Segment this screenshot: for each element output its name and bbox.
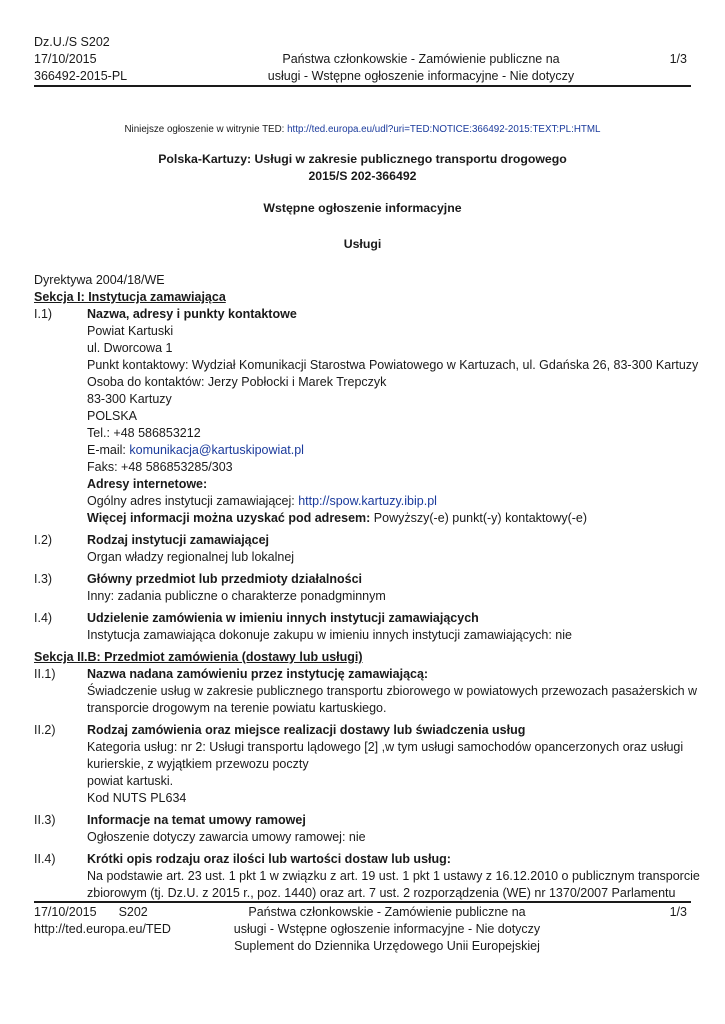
section-ii2-line3: powiat kartuski.: [87, 774, 174, 788]
authority-name: Powiat Kartuski: [87, 324, 174, 338]
section-i1-number: I.1): [34, 307, 53, 321]
section-i2-value: Organ władzy regionalnej lub lokalnej: [87, 550, 295, 564]
section-ii2-line1: Kategoria usług: nr 2: Usługi transportu lądowego [2] ,w tym usługi samochodów opancerzonych oraz usługi: [87, 740, 684, 754]
section-ii3-number: II.3): [34, 813, 56, 827]
contact-persons: Osoba do kontaktów: Jerzy Pobłocki i Marek Trepczyk: [87, 375, 387, 389]
general-address-line: [87, 493, 698, 510]
section-ii1-number: II.1): [34, 667, 56, 681]
ted-notice-link[interactable]: http://ted.europa.eu/udl?uri=TED:NOTICE:366492-2015:TEXT:PL:HTML: [287, 124, 601, 135]
footer-left: [34, 904, 171, 938]
section-ii2-title: Rodzaj zamówienia oraz miejsce realizacji dostawy lub świadczenia usług: [87, 723, 526, 737]
authority-phone: Tel.: +48 586853212: [87, 426, 201, 440]
section-i1-title: Nazwa, adresy i punkty kontaktowe: [87, 307, 297, 321]
section-2-heading: Sekcja II.B: Przedmiot zamówienia (dostawy lub usługi): [34, 650, 363, 664]
footer-center-line3: Suplement do Dziennika Urzędowego Unii Europejskiej: [234, 939, 540, 953]
section-i4-number: I.4): [34, 611, 53, 625]
header-page-number: 1/3: [669, 52, 687, 66]
section-ii1-line2: transporcie drogowym na terenie powiatu kartuskiego.: [87, 701, 387, 715]
section-i1: [34, 306, 699, 527]
section-ii4-number: II.4): [34, 852, 56, 866]
footer-rule: [34, 901, 691, 903]
footer-date-line: [34, 904, 171, 921]
more-info-label: Więcej informacji można uzyskać pod adresem:: [87, 511, 371, 525]
email-link[interactable]: komunikacja@kartuskipowiat.pl: [129, 443, 304, 457]
section-ii4-line1: Na podstawie art. 23 ust. 1 pkt 1 w związku z art. 19 ust. 1 pkt 1 ustawy z 16.12.2010 o publicznym transporcie: [87, 869, 700, 883]
section-i4-value: Instytucja zamawiająca dokonuje zakupu w imieniu innych instytucji zamawiających: nie: [87, 628, 572, 642]
footer-center: [222, 904, 552, 955]
section-ii3: [34, 812, 694, 846]
section-i3: [34, 571, 694, 605]
section-i4: [34, 610, 694, 644]
footer-url: http://ted.europa.eu/TED: [34, 922, 171, 936]
contract-kind: Usługi: [343, 237, 382, 251]
section-ii1: [34, 666, 698, 717]
directive: Dyrektywa 2004/18/WE: [34, 273, 165, 287]
section-ii2: [34, 722, 694, 807]
more-info-value: Powyższy(-e) punkt(-y) kontaktowy(-e): [370, 511, 588, 525]
section-i4-title: Udzielenie zamówienia w imieniu innych instytucji zamawiających: [87, 611, 479, 625]
section-ii4-title: Krótki opis rodzaju oraz ilości lub wartości dostaw lub usług:: [87, 852, 451, 866]
section-i3-value: Inny: zadania publiczne o charakterze ponadgminnym: [87, 589, 386, 603]
section-ii3-title: Informacje na temat umowy ramowej: [87, 813, 306, 827]
section-ii2-line2: kurierskie, z wyjątkiem przewozu poczty: [87, 757, 309, 771]
contact-point: Punkt kontaktowy: Wydział Komunikacji Starostwa Powiatowego w Kartuzach, ul. Gdańska 26, 83-300 Kartuzy: [87, 358, 699, 372]
footer-center-line2: usługi - Wstępne ogłoszenie informacyjne - Nie dotyczy: [233, 922, 541, 936]
header-center-line1: Państwa członkowskie - Zamówienie publiczne na: [282, 52, 560, 66]
notice-title: [0, 151, 725, 185]
section-ii4-line2: zbiorowym (tj. Dz.U. z 2015 r., poz. 1440) oraz art. 7 ust. 2 rozporządzenia (WE) nr 1370/2007 Parlamentu: [87, 886, 676, 900]
header-center-line2: usługi - Wstępne ogłoszenie informacyjne - Nie dotyczy: [267, 69, 575, 83]
notice-title-line1: Polska-Kartuzy: Usługi w zakresie publicznego transportu drogowego: [158, 152, 567, 166]
footer-center-line1: Państwa członkowskie - Zamówienie publiczne na: [248, 905, 526, 919]
general-address-link[interactable]: http://spow.kartuzy.ibip.pl: [298, 494, 437, 508]
ted-notice-line: [0, 121, 725, 138]
notice-body: [34, 272, 700, 902]
ted-notice-prefix: Niniejsze ogłoszenie w witrynie TED:: [124, 124, 288, 135]
notice-id: 366492-2015-PL: [34, 69, 128, 83]
footer-page-number: 1/3: [669, 905, 687, 919]
section-ii3-value: Ogłoszenie dotyczy zawarcia umowy ramowej: nie: [87, 830, 366, 844]
general-address-label: Ogólny adres instytucji zamawiającej:: [87, 494, 299, 508]
authority-fax: Faks: +48 586853285/303: [87, 460, 233, 474]
page-header: [34, 34, 691, 84]
section-i2-title: Rodzaj instytucji zamawiającej: [87, 533, 270, 547]
section-i3-title: Główny przedmiot lub przedmioty działalności: [87, 572, 363, 586]
section-ii4: [34, 851, 700, 902]
header-rule: [34, 85, 691, 87]
authority-country: POLSKA: [87, 409, 138, 423]
authority-street: ul. Dworcowa 1: [87, 341, 173, 355]
section-ii1-line1: Świadczenie usług w zakresie publicznego transportu zbiorowego w powiatowych przewozach pasażerskich w: [87, 684, 698, 698]
authority-postal: 83-300 Kartuzy: [87, 392, 172, 406]
footer-date: 17/10/2015: [34, 905, 97, 919]
internet-addresses-heading: Adresy internetowe:: [87, 477, 208, 491]
header-left: [34, 34, 127, 85]
section-i3-number: I.3): [34, 572, 53, 586]
authority-email-line: [87, 442, 698, 459]
section-ii2-line4: Kod NUTS PL634: [87, 791, 187, 805]
email-label: E-mail:: [87, 443, 130, 457]
header-center: [256, 51, 586, 85]
footer-code: S202: [118, 905, 148, 919]
section-i2: [34, 532, 694, 566]
section-i2-number: I.2): [34, 533, 53, 547]
notice-title-line2: 2015/S 202-366492: [308, 169, 417, 183]
notice-type: Wstępne ogłoszenie informacyjne: [263, 201, 462, 215]
section-ii2-number: II.2): [34, 723, 56, 737]
journal-ref: Dz.U./S S202: [34, 35, 110, 49]
section-ii1-title: Nazwa nadana zamówieniu przez instytucję zamawiającą:: [87, 667, 429, 681]
more-info-line: [87, 510, 698, 527]
section-1-heading: Sekcja I: Instytucja zamawiająca: [34, 290, 226, 304]
header-date: 17/10/2015: [34, 52, 97, 66]
